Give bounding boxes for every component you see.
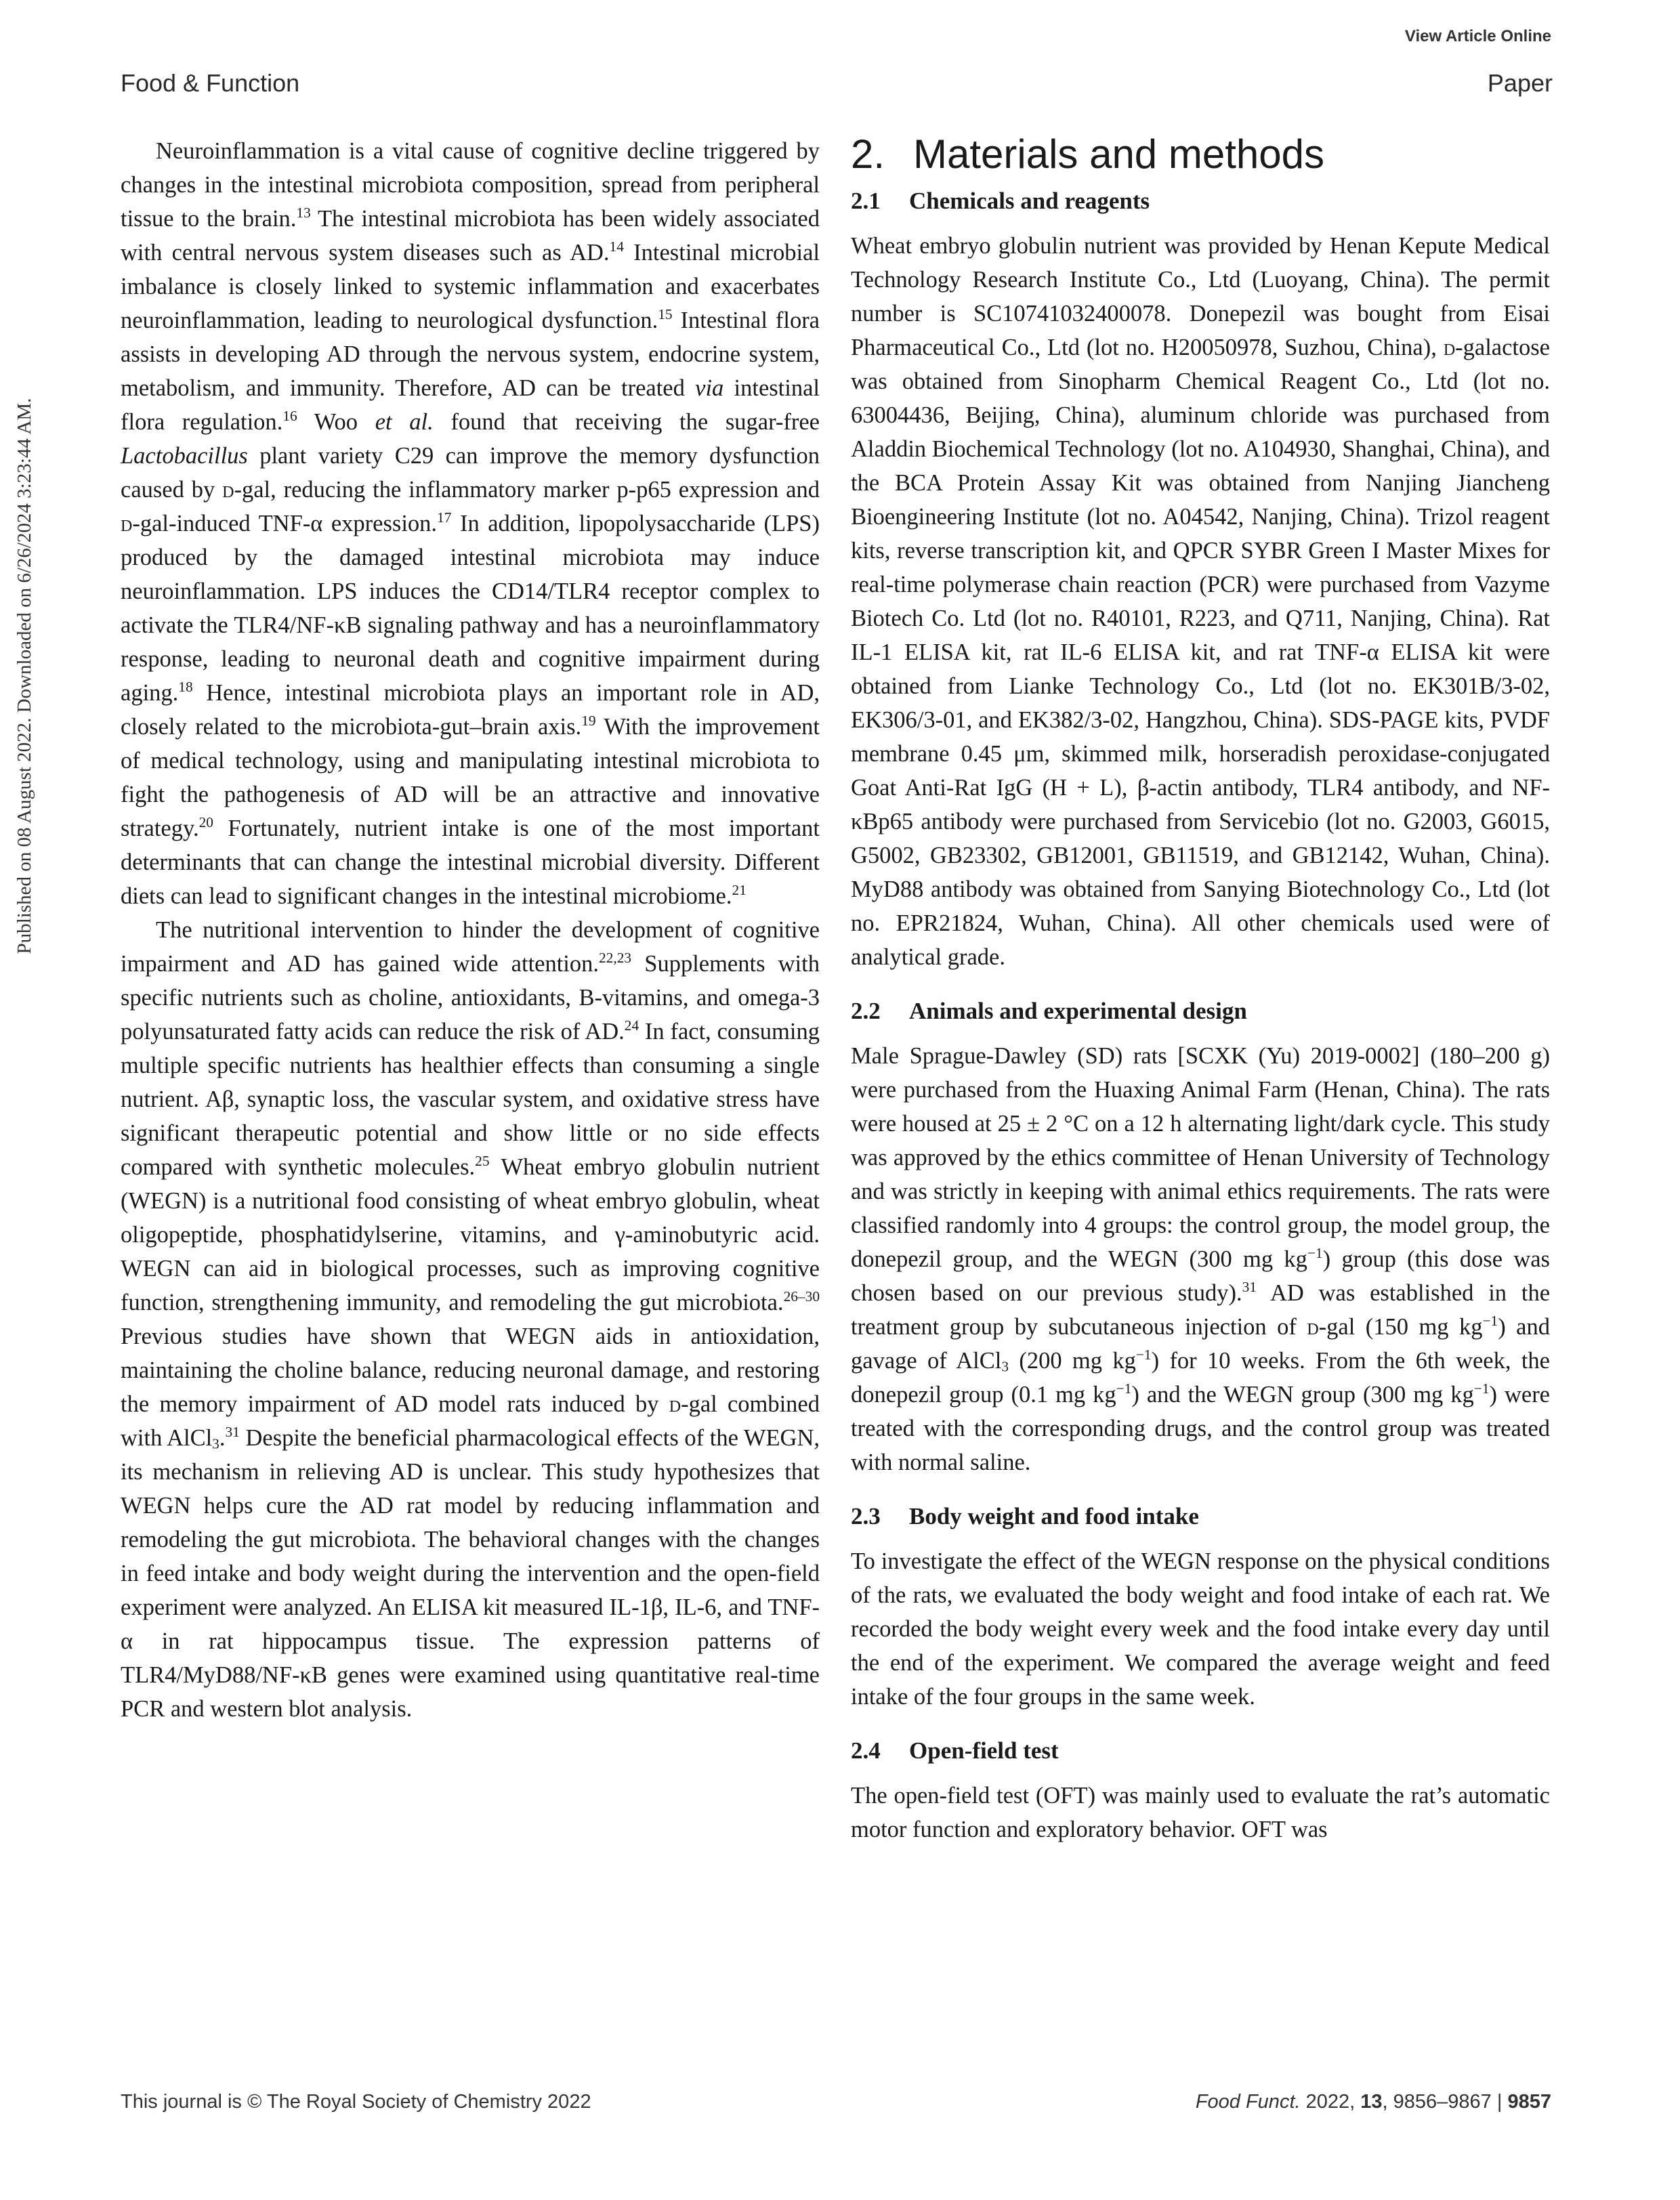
- footer-separator: |: [1496, 2091, 1503, 2113]
- subsection-number: 2.3: [851, 1503, 881, 1529]
- subsection-number: 2.2: [851, 998, 881, 1024]
- copyright-footer: This journal is © The Royal Society of Chemistry 2022: [121, 2091, 591, 2113]
- publication-date-sidebar: Published on 08 August 2022. Downloaded on 6/26/2024 3:23:44 AM.: [14, 398, 35, 954]
- page-number: 9857: [1507, 2091, 1551, 2113]
- chemicals-paragraph: Wheat embryo globulin nutrient was provided by Henan Kepute Medical Technology Research Institute Co., Ltd (Luoyang, China). The permit number is SC10741032400078. Donepezil was bought from Eisai Pharmaceutical Co., Ltd (lot no. H20050978, Suzhou, China), d-galactose was obtained from Sinopharm Chemical Reagent Co., Ltd (lot no. 63004436, Beijing, China), aluminum chloride was purchased from Aladdin Biochemical Technology (lot no. A104930, Shanghai, China), and the BCA Protein Assay Kit was obtained from Nanjing Jiancheng Bioengineering Institute (lot no. A04542, Nanjing, China). Trizol reagent kits, reverse transcription kit, and QPCR SYBR Green I Master Mixes for real-time polymerase chain reaction (PCR) were purchased from Vazyme Biotech Co. Ltd (lot no. R40101, R223, and Q711, Nanjing, China). Rat IL-1 ELISA kit, rat IL-6 ELISA kit, and rat TNF-α ELISA kit were obtained from Lianke Technology Co., Ltd (lot no. EK301B/3-02, EK306/3-01, and EK382/3-02, Hangzhou, China). SDS-PAGE kits, PVDF membrane 0.45 μm, skimmed milk, horseradish peroxidase-conjugated Goat Anti-Rat IgG (H + L), β-actin antibody, TLR4 antibody, and NF-κBp65 antibody were purchased from Servicebio (lot no. G2003, G6015, G5002, GB23302, GB12001, GB11519, and GB12142, Wuhan, China). MyD88 antibody was obtained from Sanying Biotechnology Co., Ltd (lot no. EPR21824, Wuhan, China). All other chemicals used were of analytical grade.: [851, 233, 1550, 970]
- open-field-paragraph: The open-field test (OFT) was mainly used to evaluate the rat’s automatic motor function and exploratory behavior. OFT was: [851, 1783, 1550, 1842]
- intro-paragraph-1: Neuroinflammation is a vital cause of cognitive decline triggered by changes in the intestinal microbiota composition, spread from peripheral tissue to the brain.$^{13}$ The intestinal microbiota has been widely associated with central nervous system diseases such as AD.$^{14}$ Intestinal microbial imbalance is closely linked to systemic inflammation and exacerbates neuroinflammation, leading to neurological dysfunction.$^{15}$ Intestinal flora assists in developing AD through the nervous system, endocrine system, metabolism, and immunity. Therefore, AD can be treated via intestinal flora regulation.$^{16}$ Woo et al. found that receiving the sugar-free Lactobacillus plant variety C29 can improve the memory dysfunction caused by d-gal, reducing the inflammatory marker p-p65 expression and d-gal-induced TNF-α expression.$^{17}$ In addition, lipopolysaccharide (LPS) produced by the damaged intestinal microbiota may induce neuroinflammation. LPS induces the CD14/TLR4 receptor complex to activate the TLR4/NF-κB signaling pathway and has a neuroinflammatory response, leading to neuronal death and cognitive impairment during aging.$^{18}$ Hence, intestinal microbiota plays an important role in AD, closely related to the microbiota-gut–brain axis.$^{19}$ With the improvement of medical technology, using and manipulating intestinal microbiota to fight the pathogenesis of AD will be an attractive and innovative strategy.$^{20}$ Fortunately, nutrient intake is one of the most important determinants that can change the intestinal microbial diversity. Different diets can lead to significant changes in the intestinal microbiome.$^{21}$: [121, 138, 820, 909]
- citation-footer: Food Funct. 2022, 13, 9856–9867 | 9857: [1195, 2091, 1551, 2113]
- subsection-title: Open-field test: [909, 1737, 1059, 1764]
- animals-paragraph: Male Sprague-Dawley (SD) rats [SCXK (Yu) 2019-0002] (180–200 g) were purchased from the Huaxing Animal Farm (Henan, China). The rats were housed at 25 ± 2 °C on a 12 h alternating light/dark cycle. This study was approved by the ethics committee of Henan University of Technology and was strictly in keeping with animal ethics requirements. The rats were classified randomly into 4 groups: the control group, the model group, the donepezil group, and the WEGN (300 mg $kg^{-1}$) group (this dose was chosen based on our previous study).$^{31}$ AD was established in the treatment group by subcutaneous injection of d-gal (150 mg $kg^{-1}$) and gavage of AlCl$_3$ (200 mg $kg^{-1}$) for 10 weeks. From the 6th week, the donepezil group (0.1 mg $kg^{-1}$) and the WEGN group (300 mg $kg^{-1}$) were treated with the corresponding drugs, and the control group was treated with normal saline.: [851, 1043, 1551, 1475]
- section-heading: [851, 130, 1550, 179]
- section-label: Paper: [1487, 69, 1553, 97]
- section-number: 2.: [851, 131, 885, 177]
- left-column: [121, 134, 820, 1726]
- subsection-title: Animals and experimental design: [909, 998, 1247, 1024]
- subsection-heading-2-1: [851, 184, 1550, 218]
- subsection-number: 2.1: [851, 188, 881, 214]
- subsection-number: 2.4: [851, 1737, 881, 1764]
- subsection-heading-2-3: [851, 1500, 1550, 1533]
- page-range: 9856–9867: [1393, 2091, 1492, 2113]
- view-article-online-link[interactable]: View Article Online: [1404, 27, 1551, 45]
- subsection-title: Chemicals and reagents: [909, 188, 1150, 214]
- subsection-heading-2-2: [851, 994, 1550, 1028]
- subsection-title: Body weight and food intake: [909, 1503, 1199, 1529]
- journal-name: Food & Function: [121, 69, 300, 97]
- subsection-heading-2-4: [851, 1734, 1550, 1768]
- intro-paragraph-2: The nutritional intervention to hinder the development of cognitive impairment and AD has gained wide attention.$^{22,23}$ Supplements with specific nutrients such as choline, antioxidants, B-vitamins, and omega-3 polyunsaturated fatty acids can reduce the risk of AD.$^{24}$ In fact, consuming multiple specific nutrients has healthier effects than consuming a single nutrient. Aβ, synaptic loss, the vascular system, and oxidative stress have significant therapeutic potential and show little or no side effects compared with synthetic molecules.$^{25}$ Wheat embryo globulin nutrient (WEGN) is a nutritional food consisting of wheat embryo globulin, wheat oligopeptide, phosphatidylserine, vitamins, and γ-aminobutyric acid. WEGN can aid in biological processes, such as improving cognitive function, strengthening immunity, and remodeling the gut microbiota.$^{26-30}$ Previous studies have shown that WEGN aids in antioxidation, maintaining the choline balance, reducing neuronal damage, and restoring the memory impairment of AD model rats induced by d-gal combined with AlCl$_3$.$^{31}$ Despite the beneficial pharmacological effects of the WEGN, its mechanism in relieving AD is unclear. This study hypothesizes that WEGN helps cure the AD rat model by reducing inflammation and remodeling the gut microbiota. The behavioral changes with the changes in feed intake and body weight during the intervention and the open-field experiment were analyzed. An ELISA kit measured IL-1β, IL-6, and TNF-α in rat hippocampus tissue. The expression patterns of TLR4/MyD88/NF-κB genes were examined using quantitative real-time PCR and western blot analysis.: [121, 917, 820, 1722]
- citation-year: 2022,: [1305, 2091, 1356, 2113]
- section-title: Materials and methods: [913, 131, 1324, 177]
- body-weight-paragraph: To investigate the effect of the WEGN response on the physical conditions of the rats, we evaluated the body weight and food intake of each rat. We recorded the body weight every week and the food intake every day until the end of the experiment. We compared the average weight and feed intake of the four groups in the same week.: [851, 1548, 1550, 1710]
- right-column: [851, 130, 1550, 1846]
- journal-abbreviation: Food Funct.: [1195, 2091, 1301, 2113]
- volume-number: 13: [1360, 2091, 1383, 2113]
